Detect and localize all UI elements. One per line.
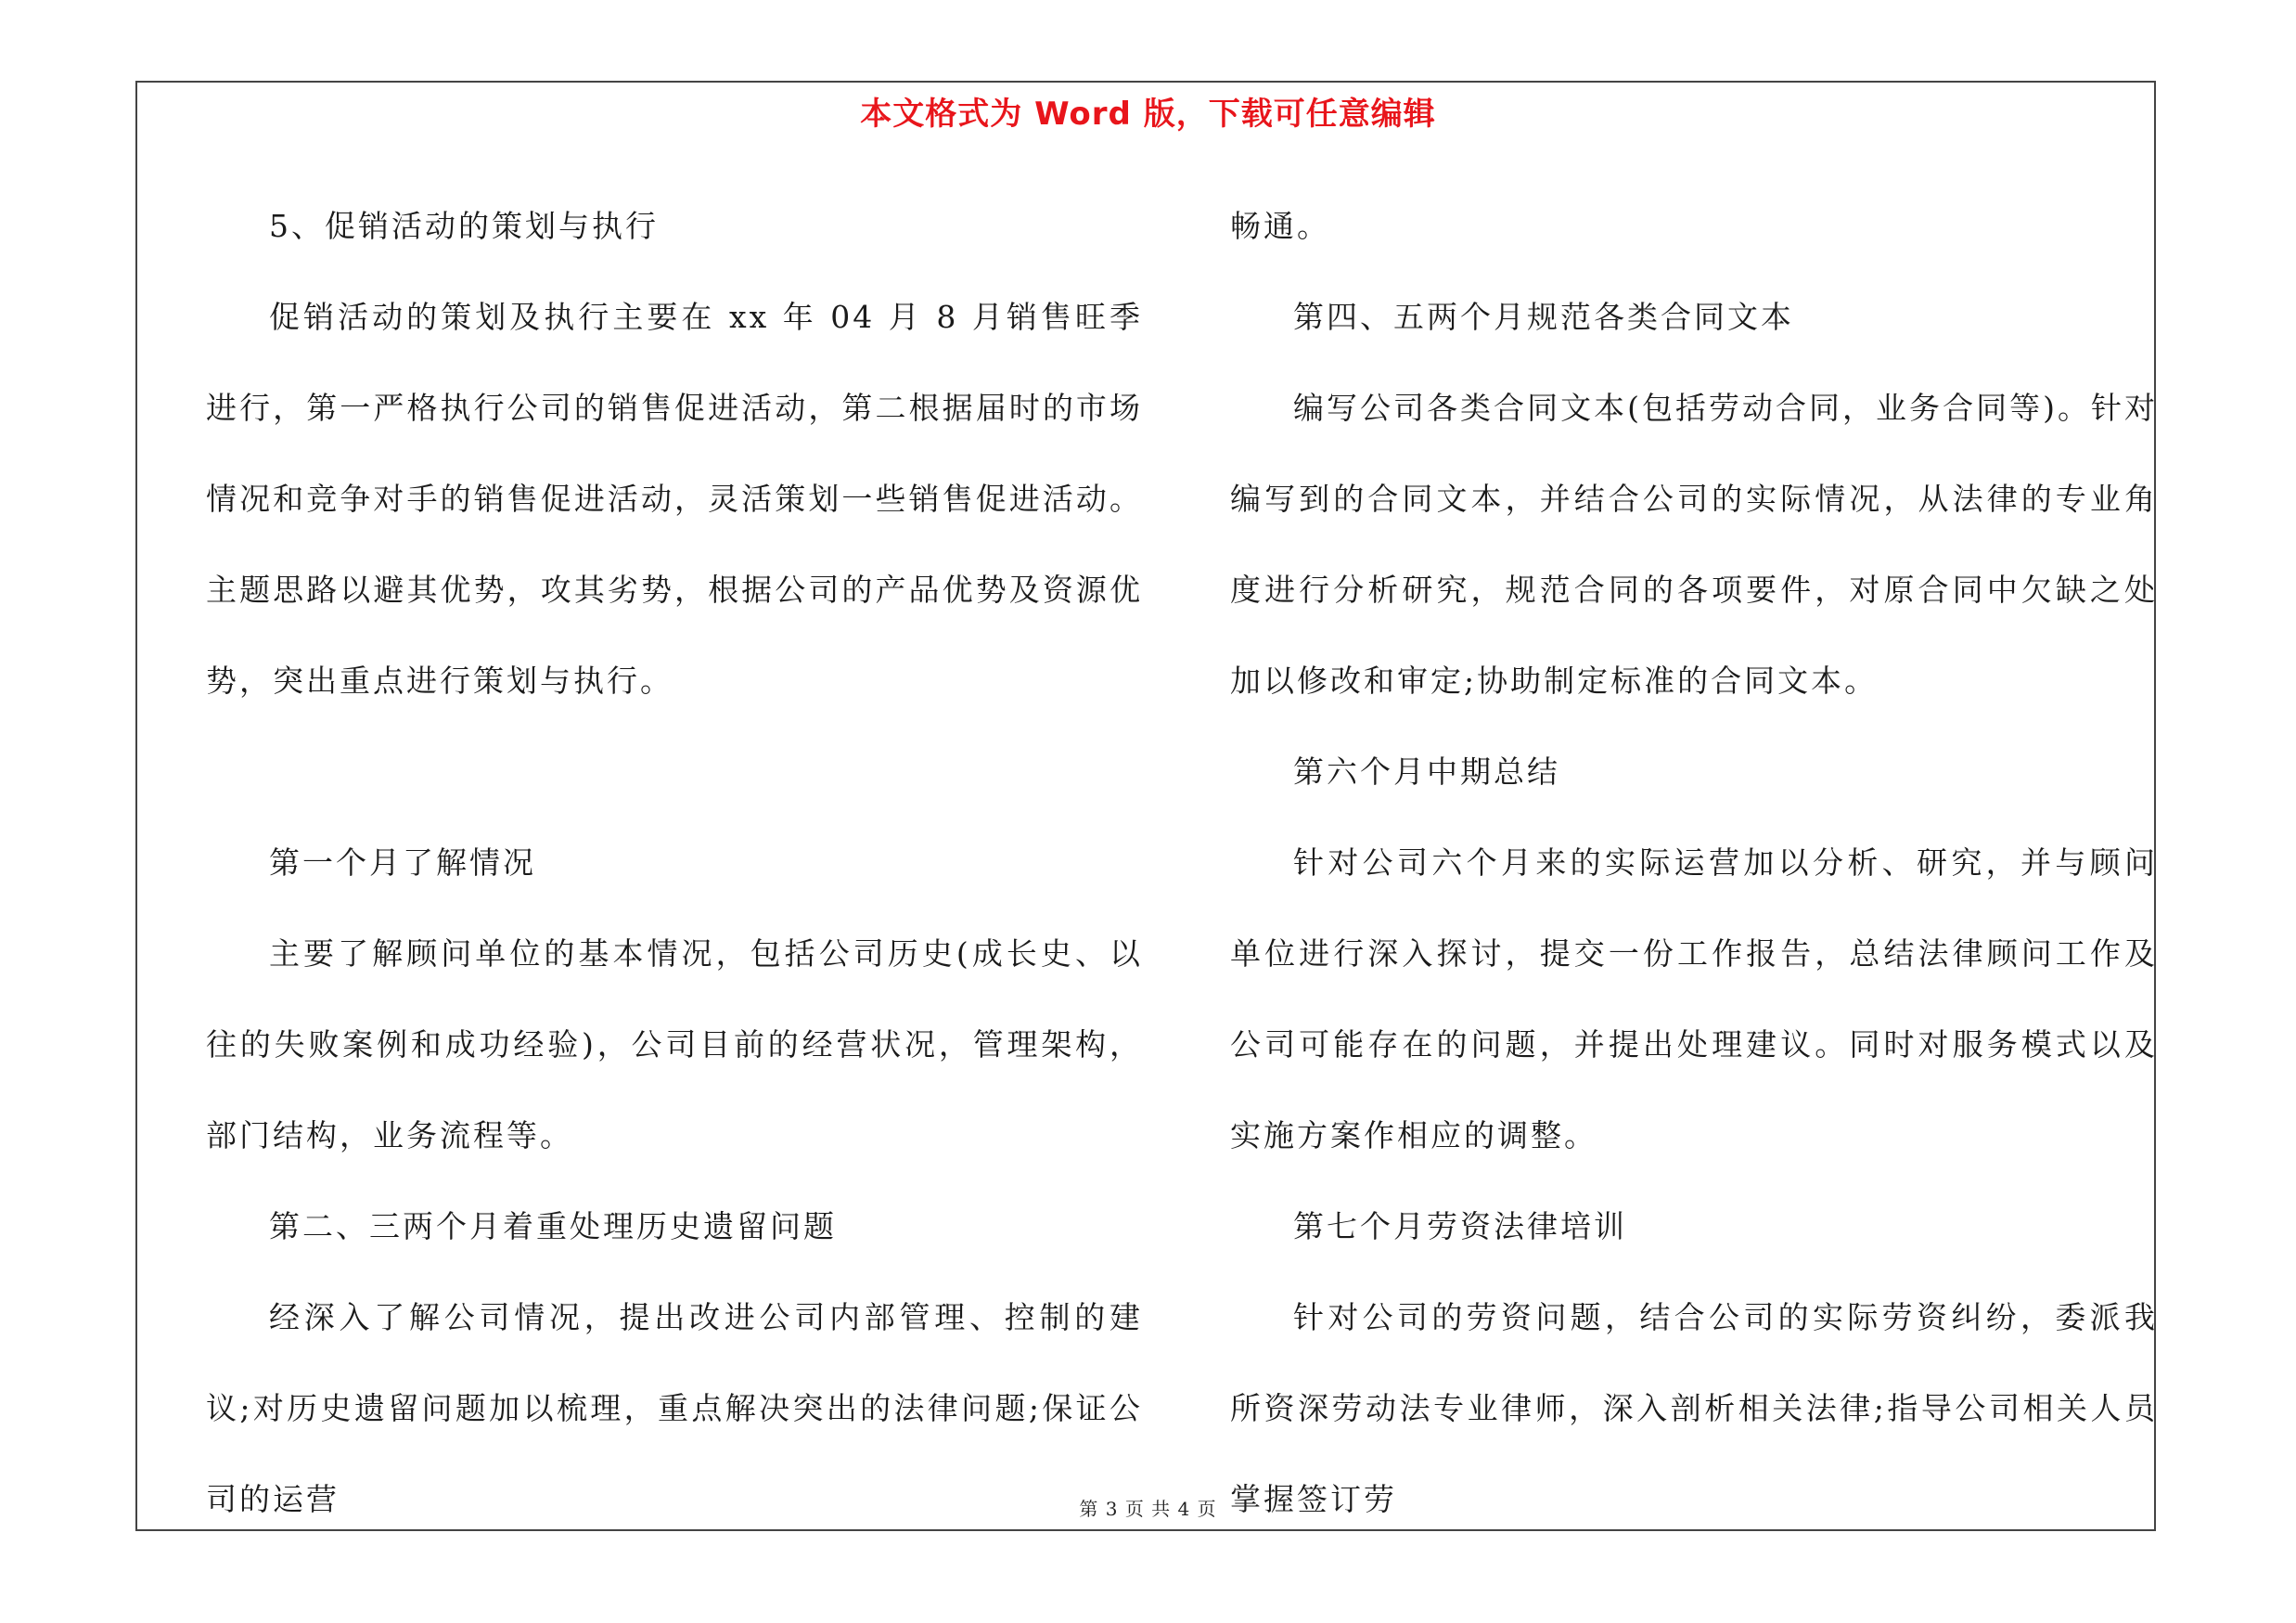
section-heading: 第七个月劳资法律培训 xyxy=(1293,1208,1627,1244)
section-heading: 第六个月中期总结 xyxy=(1293,754,1560,790)
paragraph: 编写公司各类合同文本(包括劳动合同，业务合同等)。针对编写到的合同文本，并结合公司的实际情况，从法律的专业角度进行分析研究，规范合同的各项要件，对原合同中欠缺之处加以修改和审定;协助制定标准的合同文本。 xyxy=(1230,390,2158,699)
section-heading: 第四、五两个月规范各类合同文本 xyxy=(1293,299,1794,335)
right-column xyxy=(1230,181,2158,1545)
section-heading: 第一个月了解情况 xyxy=(269,844,536,881)
blank-line xyxy=(206,727,1143,818)
paragraph-continuation: 畅通。 xyxy=(1230,208,1330,244)
paragraph: 针对公司的劳资问题，结合公司的实际劳资纠纷，委派我所资深劳动法专业律师，深入剖析相关法律;指导公司相关人员掌握签订劳 xyxy=(1230,1299,2158,1517)
paragraph: 针对公司六个月来的实际运营加以分析、研究，并与顾问单位进行深入探讨，提交一份工作报告，总结法律顾问工作及公司可能存在的问题，并提出处理建议。同时对服务模式以及实施方案作相应的调整。 xyxy=(1230,844,2158,1153)
paragraph: 促销活动的策划及执行主要在 xx 年 04 月 8 月销售旺季进行，第一严格执行公司的销售促进活动，第二根据届时的市场情况和竞争对手的销售促进活动，灵活策划一些销售促进活动。主题思路以避其优势，攻其劣势，根据公司的产品优势及资源优势，突出重点进行策划与执行。 xyxy=(206,299,1143,699)
left-column xyxy=(206,181,1143,1545)
paragraph: 主要了解顾问单位的基本情况，包括公司历史(成长史、以往的失败案例和成功经验)，公司目前的经营状况，管理架构，部门结构，业务流程等。 xyxy=(206,935,1143,1153)
section-heading: 5、促销活动的策划与执行 xyxy=(269,208,659,244)
paragraph: 经深入了解公司情况，提出改进公司内部管理、控制的建议;对历史遗留问题加以梳理，重点解决突出的法律问题;保证公司的运营 xyxy=(206,1299,1143,1517)
format-notice-banner: 本文格式为 Word 版，下载可任意编辑 xyxy=(860,96,1436,133)
page-number: 第 3 页 共 4 页 xyxy=(1079,1498,1217,1520)
section-heading: 第二、三两个月着重处理历史遗留问题 xyxy=(269,1208,837,1244)
